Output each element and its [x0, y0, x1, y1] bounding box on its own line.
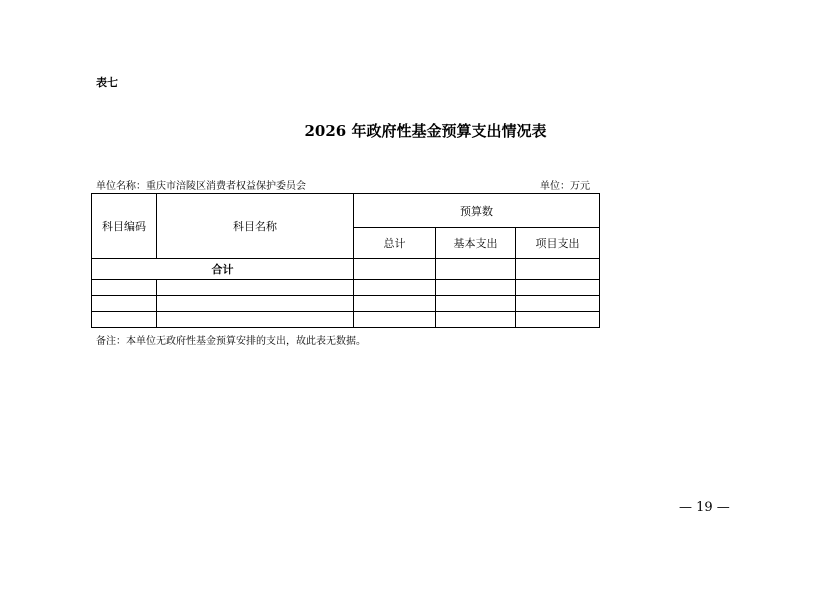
- table-cell: [92, 280, 157, 296]
- table-cell: [157, 280, 354, 296]
- table-cell: [92, 312, 157, 328]
- header-row-1: [92, 194, 600, 228]
- table-cell: [354, 280, 436, 296]
- table-number-label: 表七: [96, 76, 118, 89]
- table-row: [92, 296, 600, 312]
- table-cell: [157, 296, 354, 312]
- total-row: [92, 259, 600, 280]
- header-name: 科目名称: [157, 194, 354, 259]
- table-cell: [516, 259, 600, 280]
- page-number: — 19 —: [679, 500, 730, 515]
- header-project: 项目支出: [516, 228, 600, 259]
- header-basic: 基本支出: [436, 228, 516, 259]
- table-row: [92, 280, 600, 296]
- budget-table: [91, 193, 600, 328]
- table-cell: [92, 296, 157, 312]
- currency-unit-label: 单位：万元: [540, 181, 590, 192]
- header-code: 科目编码: [92, 194, 157, 259]
- total-row-label: 合计: [92, 259, 354, 280]
- table-cell: [354, 312, 436, 328]
- table-cell: [516, 280, 600, 296]
- unit-name-label: 单位名称：重庆市涪陵区消费者权益保护委员会: [96, 181, 306, 192]
- table-cell: [436, 312, 516, 328]
- table-row: [92, 312, 600, 328]
- table-cell: [354, 296, 436, 312]
- header-total: 总计: [354, 228, 436, 259]
- footnote: 备注：本单位无政府性基金预算安排的支出，故此表无数据。: [96, 336, 366, 347]
- table-cell: [436, 296, 516, 312]
- table-cell: [436, 259, 516, 280]
- table-cell: [516, 296, 600, 312]
- table-cell: [436, 280, 516, 296]
- table-cell: [157, 312, 354, 328]
- table-cell: [516, 312, 600, 328]
- table-cell: [354, 259, 436, 280]
- document-title: 2026 年政府性基金预算支出情况表: [304, 122, 547, 140]
- header-budget: 预算数: [354, 194, 600, 228]
